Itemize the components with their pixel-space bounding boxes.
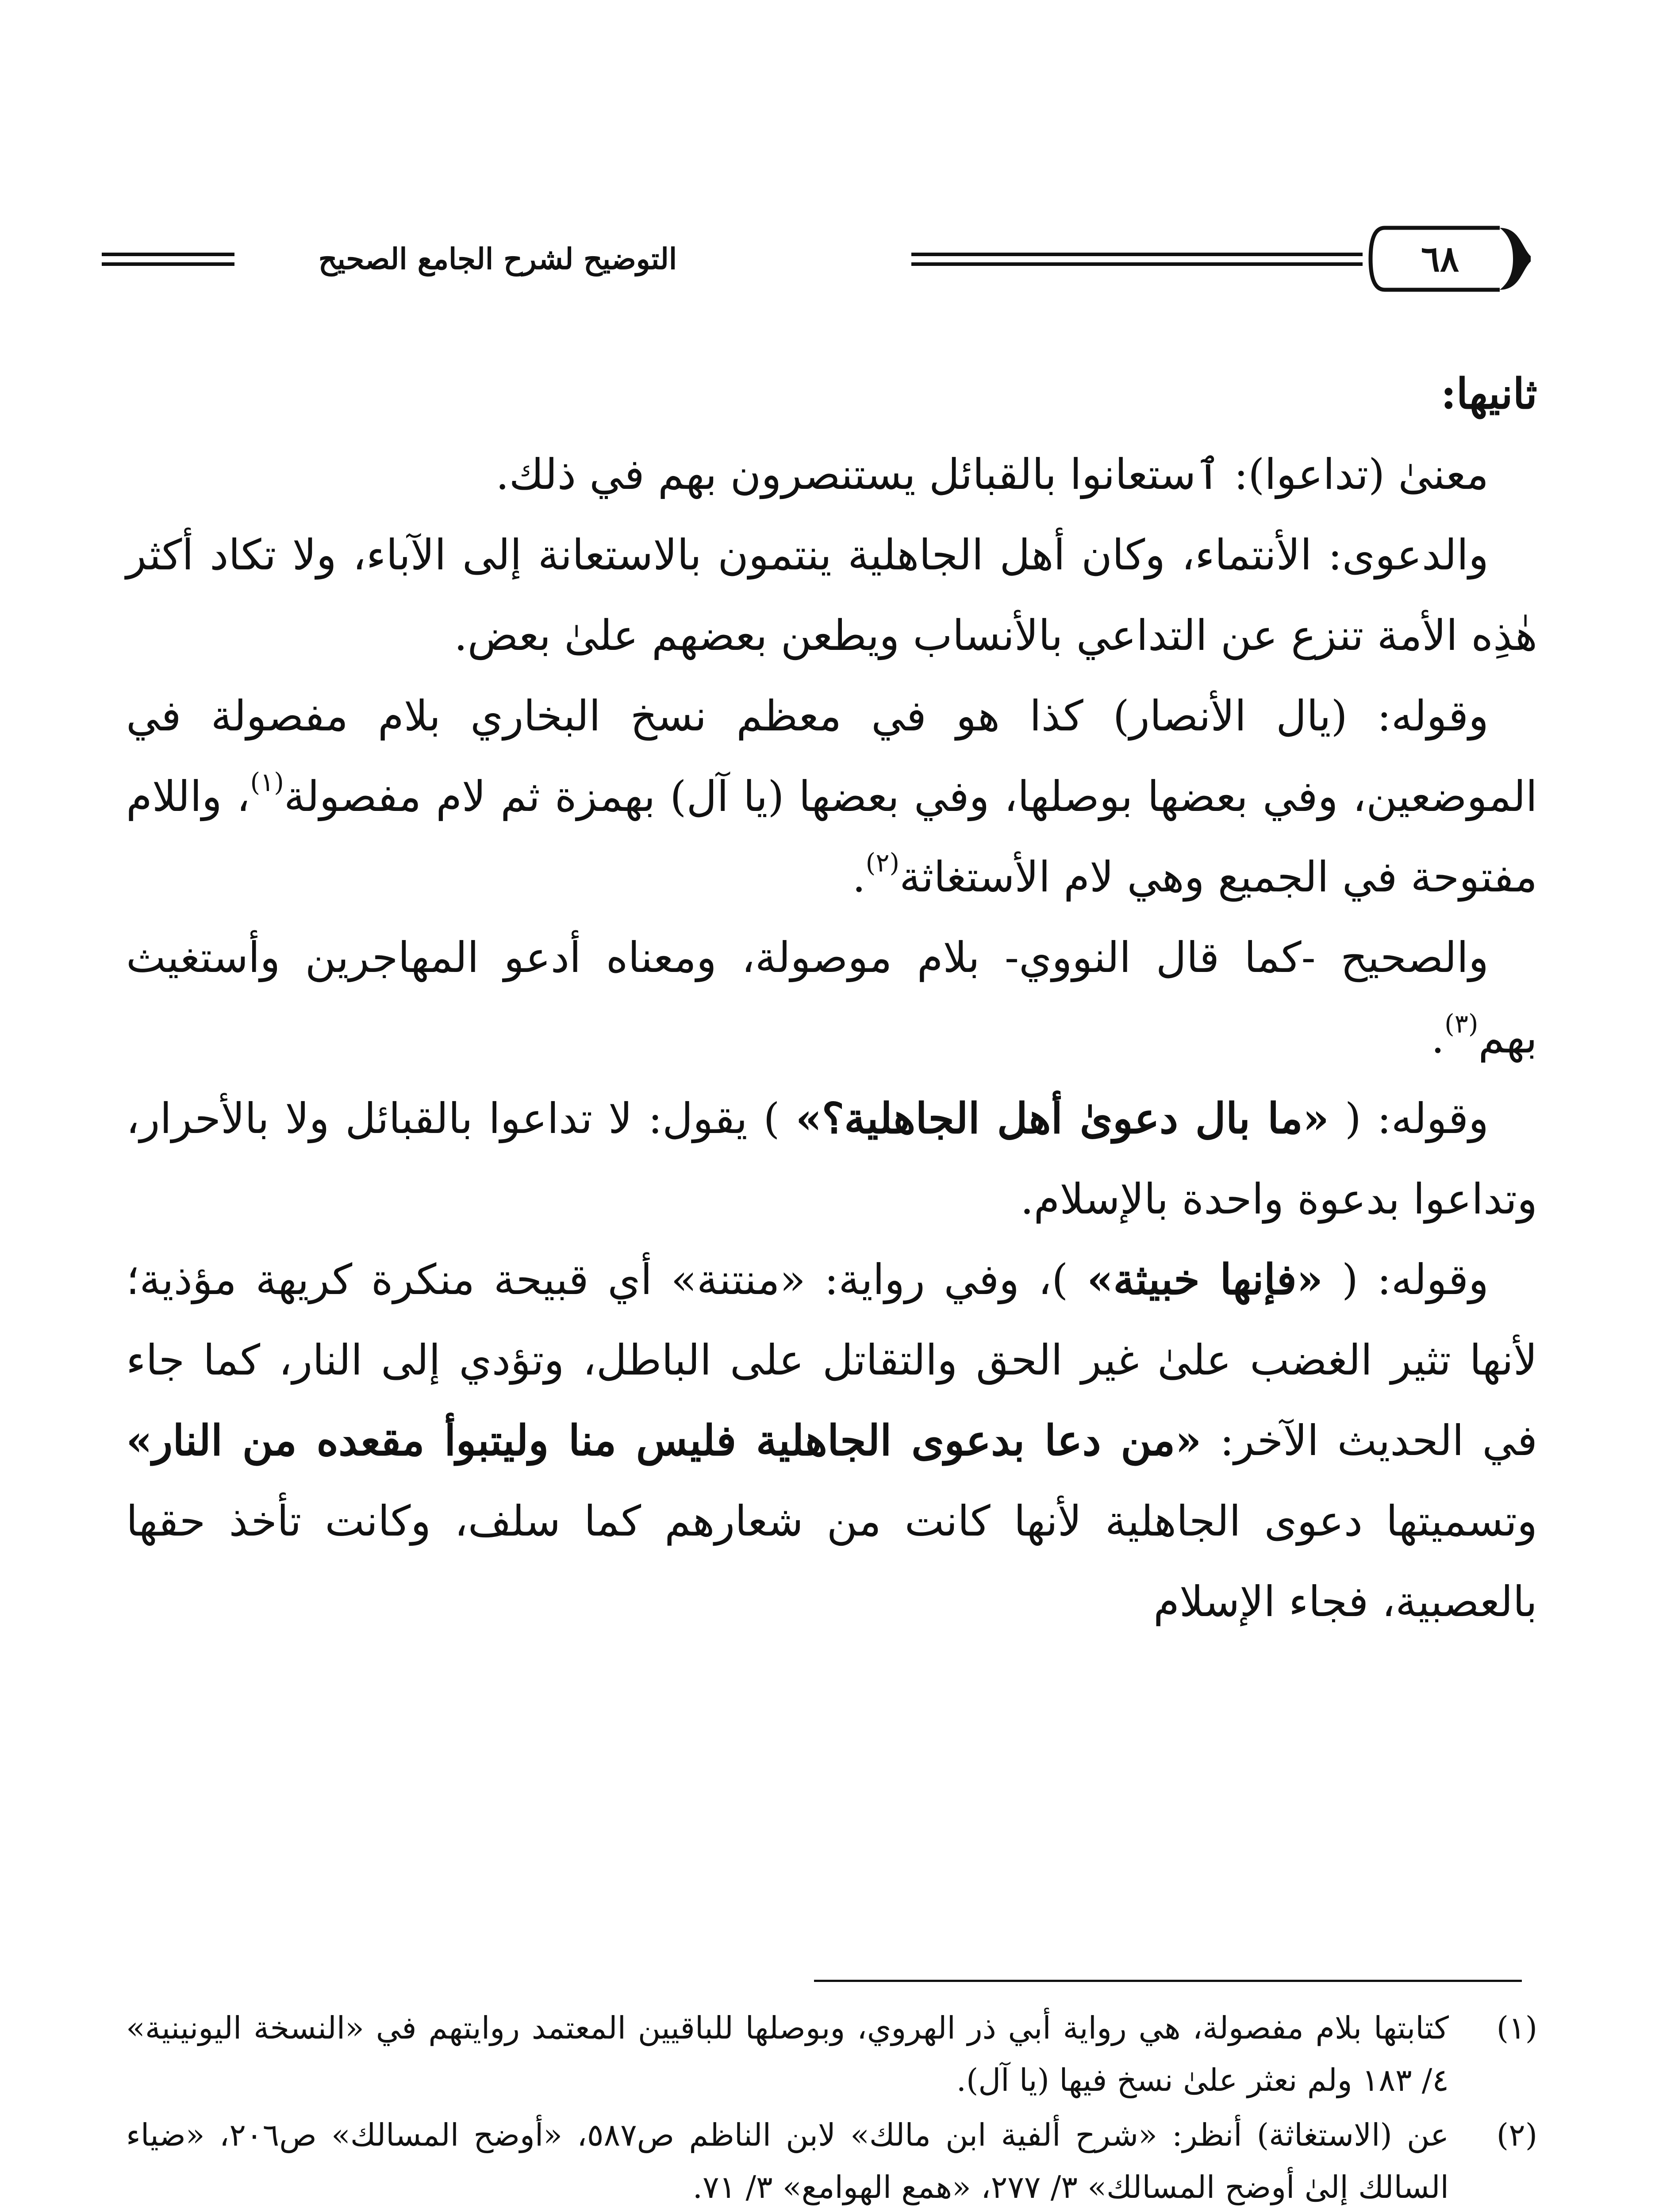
footnote-1 (126, 2002, 1537, 2106)
paragraph-6-text-c: وتسميتها دعوى الجاهلية لأنها كانت من شعارهم كما سلف، وكانت تأخذ حقها بالعصبية، فجاء الإسلام (126, 1497, 1537, 1626)
paragraph-3-text-b: ، واللام مفتوحة في الجميع وهي لام الأستغاثة (126, 772, 1537, 902)
paragraph-5-text-b: ) يقول: لا تداعوا بالقبائل ولا بالأحرار، وتداعوا بدعوة واحدة بالإسلام. (126, 1094, 1537, 1224)
paragraph-4 (126, 918, 1537, 1079)
paragraph-2: والدعوى: الأنتماء، وكان أهل الجاهلية ينتمون بالاستعانة إلى الآباء، ولا تكاد أكثر هٰذِه الأمة تنزع عن التداعي بالأنساب ويطعن بعضهم علىٰ بعض. (126, 531, 1537, 660)
paragraph-4-text-a: والصحيح -كما قال النووي- بلام موصولة، ومعناه أدعو المهاجرين وأستغيث بهم (126, 933, 1537, 1063)
paragraph-6 (126, 1240, 1537, 1642)
paragraph-3-text-a: وقوله: (يال الأنصار) كذا هو في معظم نسخ البخاري بلام مفصولة في الموضعين، وفي بعضها بوصلها، وفي بعضها (يا آل) بهمزة ثم لام مفصولة (126, 692, 1538, 821)
page-number-badge (1367, 223, 1531, 294)
paragraph-3-text-c: . (852, 853, 866, 902)
paragraph-3 (126, 676, 1537, 918)
paragraph-5 (126, 1079, 1537, 1240)
main-text (126, 354, 1537, 1642)
footnote-text: عن (الاستغاثة) أنظر: «شرح ألفية ابن مالك» لابن الناظم ص٥٨٧، «أوضح المسالك» ص٢٠٦، «ضياء السالك إلىٰ أوضح المسالك» ٣/ ٢٧٧، «همع الهوامع» ٣/ ٧١. (126, 2117, 1449, 2205)
paragraph-6-text-a: وقوله: ( (1323, 1256, 1489, 1304)
paragraph-4-text-b: . (1431, 1014, 1445, 1063)
footnote-2 (126, 2109, 1537, 2212)
hadith-quote-3: «من دعا بدعوى الجاهلية فليس منا وليتبوأ مقعده من النار» (126, 1416, 1202, 1465)
header-rule-left (102, 253, 234, 256)
header-rule-right (911, 253, 1363, 256)
footnote-number: (١) (1496, 2010, 1537, 2046)
hadith-quote-1: «ما بال دعوىٰ أهل الجاهلية؟» (795, 1094, 1329, 1143)
running-title: التوضيح لشرح الجامع الصحيح (318, 242, 677, 276)
running-header (102, 223, 1531, 294)
paragraph-6-text-b: )، وفي رواية: «منتنة» أي قبيحة منكرة كريهة مؤذية؛ لأنها تثير الغضب علىٰ غير الحق والتقاتل على الباطل، وتؤدي إلى النار، كما جاء في الحديث الآخر: (126, 1256, 1537, 1465)
footnote-text: كتابتها بلام مفصولة، هي رواية أبي ذر الهروي، وبوصلها للباقيين المعتمد روايتهم في «النسخة اليونينية» ٤/ ١٨٣ ولم نعثر علىٰ نسخ فيها (يا آل). (126, 2010, 1449, 2098)
paragraph-1: معنىٰ (تداعوا): ٱستعانوا بالقبائل يستنصرون بهم في ذلك. (495, 450, 1489, 499)
footnote-separator (814, 1980, 1522, 1982)
page-number: ٦٨ (1421, 238, 1459, 280)
footnote-ref-2[interactable]: (٢) (865, 848, 900, 878)
footnote-ref-1[interactable]: (١) (250, 767, 284, 797)
paragraph-5-text-a: وقوله: ( (1329, 1094, 1489, 1143)
footnotes (126, 2002, 1537, 2212)
footnote-ref-3[interactable]: (٣) (1444, 1009, 1479, 1039)
section-heading: ثانيها: (1440, 369, 1537, 419)
footnote-number: (٢) (1496, 2117, 1537, 2153)
hadith-quote-2: «فإنها خبيثة» (1087, 1255, 1323, 1304)
